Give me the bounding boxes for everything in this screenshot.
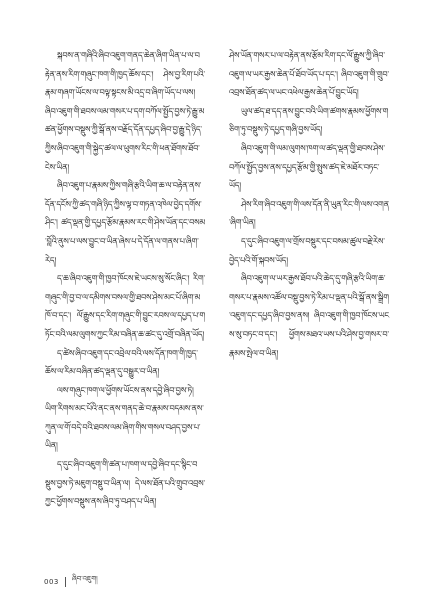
paragraph: ད་ཆ་ཞིབ་འཇུག་གི་ཁྱབ་ཁོངས་ཇེ་ཡངས་སུ་སོང་ཞིང་། རིག་གཞུང་གི་བྱ་བ་ལ་དམིགས་བསལ་གྱི་ཐབས་ཤེས་མང་པོ་ཞིག་མཁོ་བ་དང་། ལོ་རྒྱུས་དང་རིག་གཞུང་གི་བྱུང་རབས་ལ་དཔྱད་པ་གཏོང་བའི་ལམ་ལུགས་ཀྱང་རིམ་བཞིན་ཆ་ཚང་དུ་འགྲོ་བཞིན་ཡོད།	[45, 273, 205, 339]
paragraph: ཞིབ་འཇུག་ལ་ཡར་རྒྱས་ཐོབ་པའི་ཆེད་དུ་གཞི་རྩའི་ཡིག་ཆ་གསར་པ་རྣམས་འཚོལ་བསྡུ་བྱས་ཏེ་རིམ་པ་ལྡན་པའི་སྒོ་ནས་སྒྲིག་འཇུག་དང་དཔྱད་ཞིབ་བྱས་ནས། ཞིབ་འཇུག་གི་ཁྱབ་ཁོངས་ཡངས་སུ་བཏང་བ་དང་། ཕྱོགས་མཐའ་ཡས་པའི་ཤེས་བྱ་གསར་བ་རྣམས་སྤེལ་བ་ཡིན།	[229, 273, 389, 358]
page-footer	[44, 572, 98, 591]
paragraph: ད་དུང་ཞིབ་འཇུག་ལ་གྲོས་བསྡུར་དང་བསམ་ཚུལ་བརྗེ་རེས་བྱེད་པའི་གོ་སྐབས་ཡོད།	[229, 235, 385, 265]
text-column-left	[45, 46, 205, 511]
paragraph: ཤེས་རིག་ཞིབ་འཇུག་གི་ལས་དོན་ནི་ཡུན་རིང་གི་ལས་འགན་ཞིག་ཡིན།	[229, 198, 389, 228]
paragraph: ད་དུང་ཞིབ་འཇུག་གི་ཚན་པ་ཁག་ལ་དབྱེ་ཞིབ་དང་སྙིང་བསྡུས་བྱས་ཏེ་མཇུག་བསྡུ་བ་ཡིན་ལ། དེ་ལས་ཐོན་པའི་གྲུབ་འབྲས་ཀྱང་ཕྱོགས་བསྡུས་ནས་ཞིབ་ཏུ་བཤད་པ་ཡིན།	[45, 459, 205, 507]
paragraph: སྐབས་ན་གཞིའི་ཞིབ་འཇུག་གནད་ཆེན་ཞིག་ཡིན་པ་ལ་བརྟེན་ནས་རིག་གཞུང་ཁག་གི་ཁྱད་ཆོས་དང་། ཤེས་བྱ་རིག་པའི་རྣམ་གཞག་ཡོངས་ལ་བལྟ་སྟངས་མི་འདྲ་བ་ཞིག་ཡོད་པ་ལས། ཞིབ་འཇུག་གི་ཐབས་ལམ་གསར་པ་དག་བཀོལ་སྤྱོད་བྱས་ཏེ་རྒྱུ་མཚན་ཕྱོགས་བསྡུས་ཀྱི་སྒོ་ནས་བརྗོད་དོན་དཔྱད་ཞིབ་བྱ་རྒྱུ་དེ་ཉིད་ཀྱིས་ཞིབ་འཇུག་གི་སྐྱེད་ཚལ་ལ་ཕུགས་རིང་གི་ཕན་ཐོགས་ཐོབ་ངེས་ཡིན།	[45, 50, 205, 172]
paragraph: ལས་གཞུང་ཁག་ལ་ཕྱོགས་ཡོངས་ནས་དབྱེ་ཞིབ་བྱས་ཏེ། ཡིག་རིགས་མང་པོའི་ནང་ནས་གནད་ཆེ་བ་རྣམས་བདམས་ནས་ཀུན་ལ་གོ་བདེ་བའི་ཐབས་ལམ་ཞིག་གིས་གསལ་བཤད་བྱས་པ་ཡིན།	[45, 384, 204, 451]
page-number: 003	[44, 577, 59, 586]
paragraph: ཞིབ་འཇུག་པ་རྣམས་ཀྱིས་གཞི་རྩའི་ཡིག་ཆ་ལ་བརྟེན་ནས་དོན་དངོས་ཀྱི་ཚད་གཞི་ཉིད་ཀྱིས་ལྟ་བ་གཏན་འཁེལ་བྱེད་དགོས་ཤིང་། ཚད་ལྡན་གྱི་དཔྱད་རྩོམ་རྣམས་རང་གི་ཤེས་ཡོན་དང་བསམ་བློའི་ནུས་པ་ལས་བྱུང་བ་ཡིན་ཞེས་པ་དེ་དོན་ལ་གནས་པ་ཞིག་རེད།	[45, 180, 205, 265]
paragraph: ད་ཚེས་ཞིབ་འཇུག་དང་འབྲེལ་བའི་ལས་དོན་ཁག་གི་ཁྱད་ཆོས་ལ་རིམ་བཞིན་ཚད་ལྡན་དུ་བསྒྱུར་བ་ཡིན།	[45, 347, 198, 377]
paragraph: ཤེས་ཡོན་གསར་པ་ལ་བརྟེན་ནས་རྩོམ་རིག་དང་ལོ་རྒྱུས་ཀྱི་ཞིབ་འཇུག་ལ་ཡར་རྒྱས་ཆེན་པོ་ཐོབ་ཡོད་པ་དང་། ཞིབ་འཇུག་གི་གྲུབ་འབྲས་ཐོན་ཚད་ལ་ཡང་འཕེལ་རྒྱས་ཆེན་པོ་བྱུང་ཡོད།	[229, 50, 389, 98]
paragraph: ཞིབ་འཇུག་གི་ལམ་ལུགས་ཁག་ལ་ཚད་ལྡན་གྱི་ཐབས་ཤེས་བཀོལ་སྤྱོད་བྱས་ནས་དཔྱད་རྩོམ་གྱི་སྤུས་ཚད་ཇེ་མཐོར་བཏང་ཡོད།	[229, 142, 385, 191]
text-column-right	[229, 46, 389, 362]
footer-divider	[65, 577, 66, 587]
running-title: ཞིབ་འཇུག།	[71, 575, 98, 583]
paragraph: ཡུལ་ཚད་ཐ་དད་ནས་བྱུང་བའི་ཡིག་ཚགས་རྣམས་ཕྱོགས་གཅིག་ཏུ་བསྡུས་ཏེ་དཔྱད་གཞི་བྱས་ཡོད།	[229, 105, 389, 135]
